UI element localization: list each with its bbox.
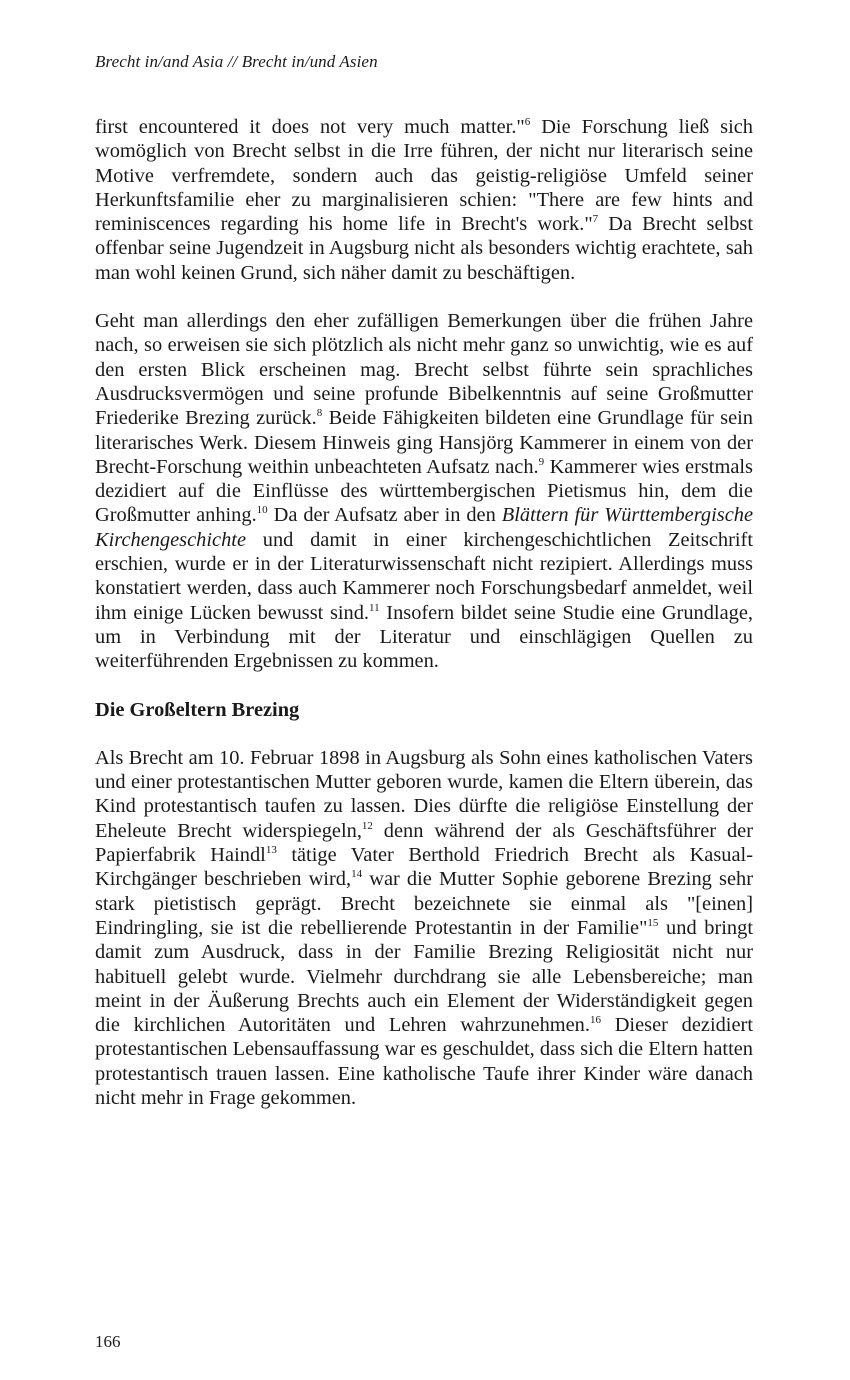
text-run: Geht man allerdings den eher zufälligen Bemerkungen über die frühen Jahre nach, so erweisen sie sich plötzlich als nicht mehr ganz so unwichtig, wie es auf den ersten Blick erscheinen mag. Brecht selbst führte sein sprachliches Ausdrucksvermögen und seine profunde Bibelkenntnis auf seine Großmutter Friederike Brezing zurück. — [95, 310, 753, 430]
text-run: Als Brecht am 10. Februar 1898 in Augsburg als Sohn eines katholischen Vaters und einer protestantischen Mutter geboren wurde, kamen die Eltern überein, das Kind protestantisch taufen zu lassen. Dies dürfte die religiöse Einstellung der Eheleute Brecht widerspiegeln, — [95, 746, 753, 842]
paragraph — [95, 746, 753, 1110]
section-heading: Die Großeltern Brezing — [95, 698, 300, 721]
running-header: Brecht in/and Asia // Brecht in/und Asien — [95, 52, 378, 71]
footnote-marker: 7 — [592, 213, 599, 226]
footnote-marker: 15 — [647, 917, 659, 930]
text-run: tätige Vater Berthold Friedrich Brecht als Kasual-Kirchgänger beschrieben wird, — [95, 844, 753, 891]
footnote-marker: 9 — [538, 456, 545, 469]
text-run: Da der Aufsatz aber in den — [267, 504, 502, 527]
footnote-marker: 16 — [589, 1014, 601, 1027]
text-run: und damit in einer kirchengeschichtlichen Zeitschrift erschien, wurde er in der Literaturwissenschaft nicht rezipiert. Allerdings muss konstatiert werden, dass auch Kammerer noch Forschungsbedarf anmeldet, weil ihm einige Lücken bewusst sind. — [95, 528, 753, 624]
footnote-marker: 13 — [265, 844, 277, 857]
text-run: Die Forschung ließ sich womöglich von Brecht selbst in die Irre führen, der nicht nur literarisch seine Motive verfremdete, sondern auch das geistig-religiöse Umfeld seiner Herkunftsfamilie eher zu marginalisieren schien: "There are few hints and reminiscences regarding his home life in Brecht's work." — [95, 116, 753, 236]
paragraph — [95, 115, 753, 285]
footnote-marker: 11 — [369, 601, 380, 614]
text-run: und bringt damit zum Ausdruck, dass in der Familie Brezing Religiosität nicht nur habituell gelebt wurde. Vielmehr durchdrang sie alle Lebensbereiche; man meint in der Äußerung Brechts auch ein Element der Widerständigkeit gegen die kirchlichen Autoritäten und Lehren wahrzunehmen. — [95, 916, 753, 1037]
text-run: Beide Fähigkeiten bildeten eine Grundlage für sein literarisches Werk. Diesem Hinweis ging Hansjörg Kammerer in einem von der Brecht-Forschung weithin unbeachteten Aufsatz nach. — [95, 407, 753, 478]
footnote-marker: 8 — [316, 407, 323, 420]
journal-title: Blättern für Württembergische Kirchengeschichte — [95, 504, 753, 551]
text-run: war die Mutter Sophie geborene Brezing sehr stark pietistisch geprägt. Brecht bezeichnete sie einmal als "[einen] Eindringling, sie ist die rebellierende Protestantin in der Familie" — [95, 868, 753, 939]
footnote-marker: 14 — [351, 868, 363, 881]
footnote-marker: 10 — [256, 504, 268, 517]
paragraph — [95, 309, 753, 673]
text-run: Da Brecht selbst offenbar seine Jugendzeit in Augsburg nicht als besonders wichtig erachtete, sah man wohl keinen Grund, sich näher damit zu beschäftigen. — [95, 213, 753, 284]
text-run: Dieser dezidiert protestantischen Lebensauffassung war es geschuldet, dass sich die Eltern hatten protestantisch trauen lassen. Eine katholische Taufe ihrer Kinder wäre danach nicht mehr in Frage gekommen. — [95, 1014, 753, 1109]
text-run: denn während der als Geschäftsführer der Papierfabrik Haindl — [95, 819, 753, 867]
page-number: 166 — [95, 1332, 121, 1351]
footnote-marker: 12 — [361, 819, 373, 832]
text-run: Kammerer wies erstmals dezidiert auf die Einflüsse des württembergischen Pietismus hin, dem die Großmutter anhing. — [95, 455, 753, 527]
text-run: Insofern bildet seine Studie eine Grundlage, um in Verbindung mit der Literatur und einschlägigen Quellen zu weiterführenden Ergebnissen zu kommen. — [95, 601, 753, 673]
body-text — [95, 115, 753, 1134]
footnote-marker: 6 — [524, 116, 531, 129]
text-run: first encountered it does not very much matter." — [95, 116, 525, 138]
